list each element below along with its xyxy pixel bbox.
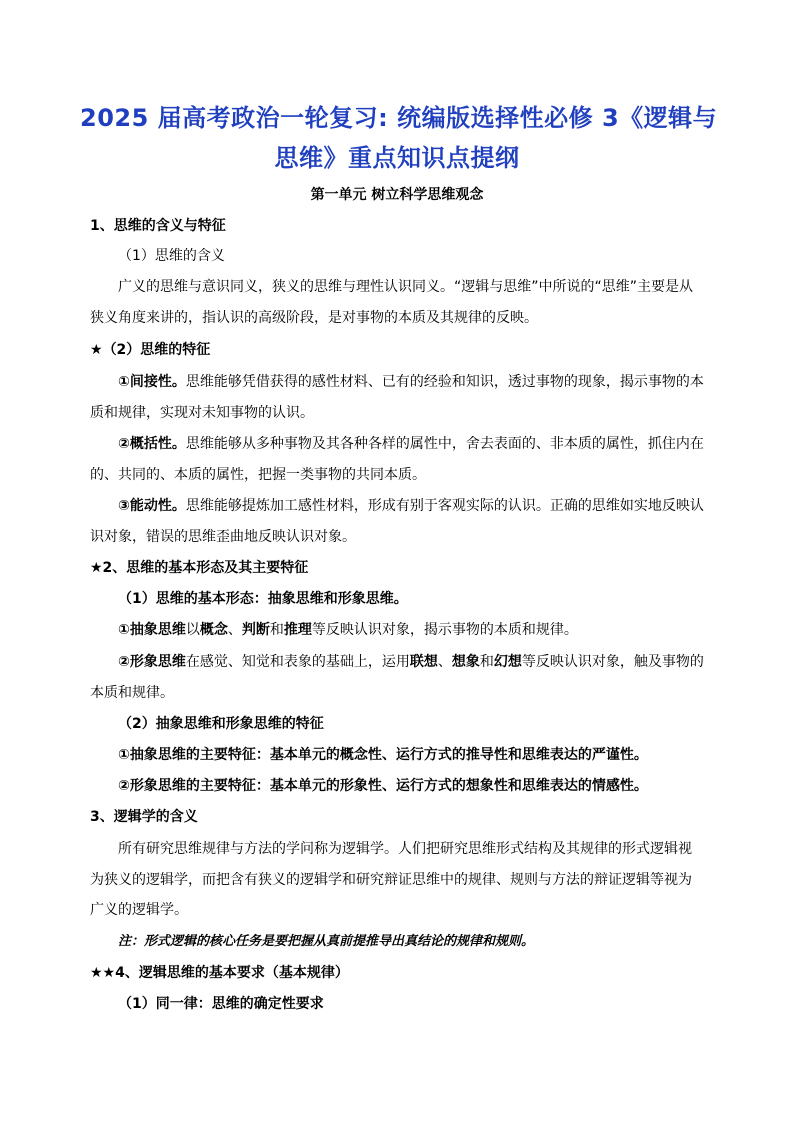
image-thinking-line: ②形象思维在感觉、知觉和表象的基础上，运用联想、想象和幻想等反映认识对象，触及事物的本质和规律。 bbox=[90, 654, 704, 701]
title-line-2: 思维》重点知识点提纲 bbox=[274, 144, 520, 172]
abstract-thinking-line: ①抽象思维以概念、判断和推理等反映认识对象，揭示事物的本质和规律。 bbox=[118, 622, 578, 638]
section-3-heading: 3、逻辑学的含义 bbox=[90, 809, 198, 825]
section-3-note: 注：形式逻辑的核心任务是要把握从真前提推导出真结论的规律和规则。 bbox=[118, 934, 535, 949]
section-2-heading: ★2、思维的基本形态及其主要特征 bbox=[90, 560, 309, 576]
section-1-paragraph-1: 广义的思维与意识同义，狭义的思维与理性认识同义。“逻辑与思维”中所说的“思维”主要是从狭义角度来讲的，指认识的高级阶段，是对事物的本质及其规律的反映。 bbox=[90, 279, 694, 326]
section-4-subheading-1: （1）同一律：思维的确定性要求 bbox=[118, 996, 324, 1012]
section-1-subheading-2: ★（2）思维的特征 bbox=[90, 342, 211, 358]
section-2-subheading-1: （1）思维的基本形态：抽象思维和形象思维。 bbox=[118, 591, 408, 607]
document-title bbox=[80, 98, 718, 178]
star-icon: ★ bbox=[90, 342, 103, 358]
feature-3: ③能动性。思维能够提炼加工感性材料，形成有别于客观实际的认识。正确的思维如实地反映认识对象，错误的思维歪曲地反映认识对象。 bbox=[90, 498, 704, 545]
image-characteristics: ②形象思维的主要特征：基本单元的形象性、运行方式的想象性和思维表达的情感性。 bbox=[118, 778, 648, 794]
section-3-paragraph: 所有研究思维规律与方法的学问称为逻辑学。人们把研究思维形式结构及其规律的形式逻辑视为狭义的逻辑学，而把含有狭义的逻辑学和研究辩证思维中的规律、规则与方法的辩证逻辑等视为广义的逻辑学。 bbox=[90, 841, 692, 918]
section-1-subheading-1: （1）思维的含义 bbox=[118, 248, 225, 264]
section-4-heading: ★★4、逻辑思维的基本要求（基本规律） bbox=[90, 965, 349, 981]
section-1-heading: 1、思维的含义与特征 bbox=[90, 218, 226, 234]
feature-2: ②概括性。思维能够从多种事物及其各种各样的属性中，舍去表面的、非本质的属性，抓住内在的、共同的、本质的属性，把握一类事物的共同本质。 bbox=[90, 436, 704, 483]
unit-heading: 第一单元 树立科学思维观念 bbox=[310, 187, 484, 203]
abstract-characteristics: ①抽象思维的主要特征：基本单元的概念性、运行方式的推导性和思维表达的严谨性。 bbox=[118, 747, 648, 763]
feature-1: ①间接性。思维能够凭借获得的感性材料、已有的经验和知识，透过事物的现象，揭示事物的本质和规律，实现对未知事物的认识。 bbox=[90, 374, 704, 421]
section-2-subheading-2: （2）抽象思维和形象思维的特征 bbox=[118, 716, 324, 732]
title-line-1: 2025 届高考政治一轮复习: 统编版选择性必修 3《逻辑与 bbox=[80, 104, 718, 132]
